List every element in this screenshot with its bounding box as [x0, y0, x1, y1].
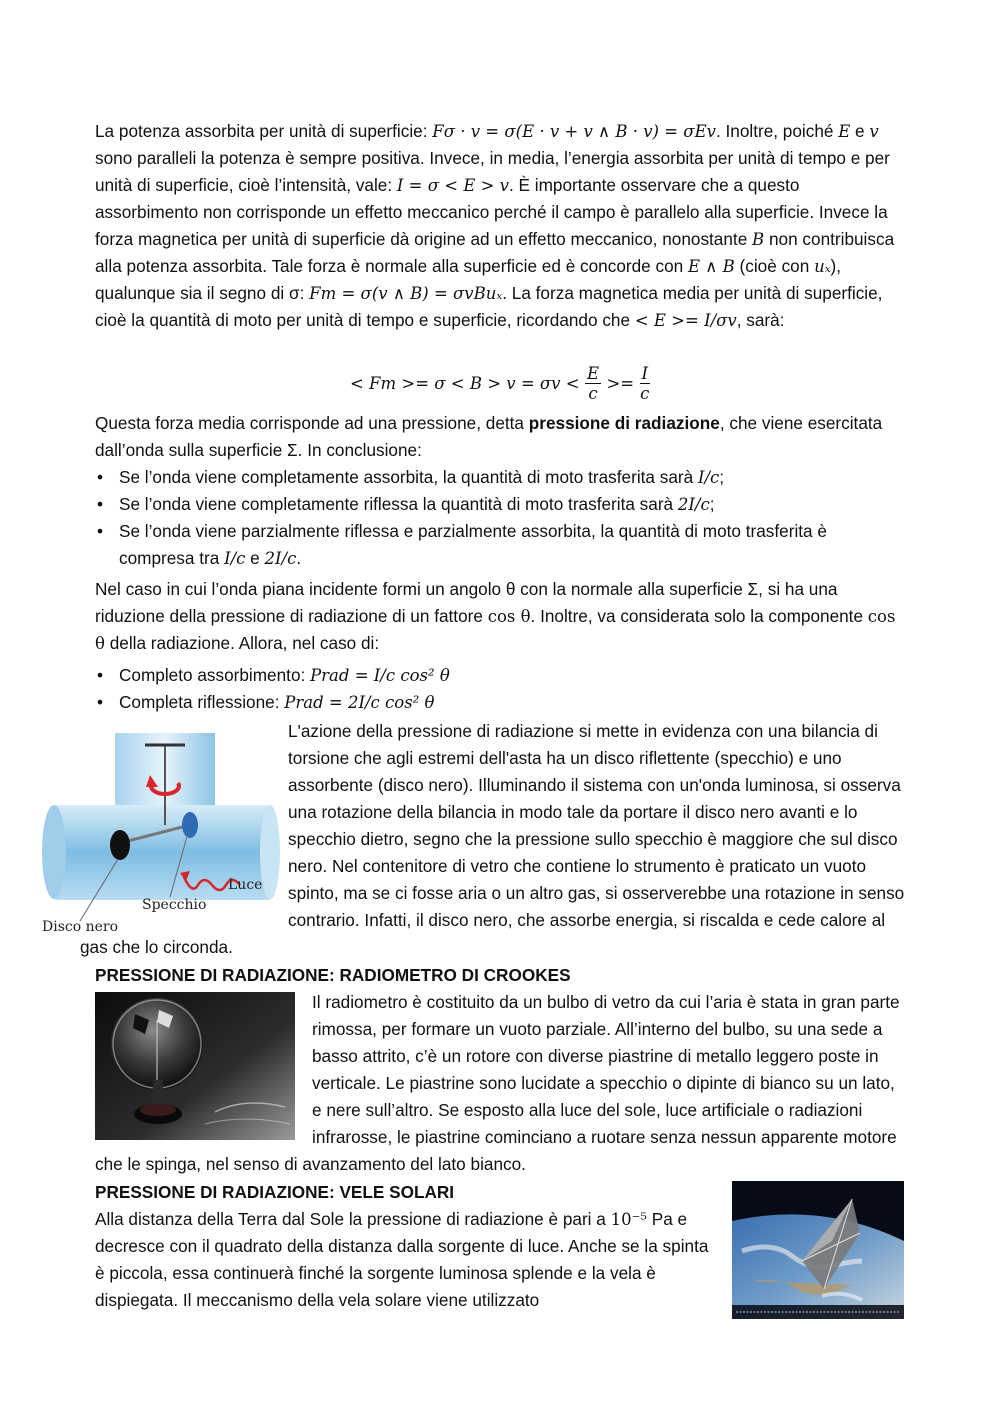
- text: .: [296, 548, 302, 568]
- label-disco-nero: Disco nero: [42, 919, 119, 935]
- paragraph-solar-sails: [95, 1206, 712, 1314]
- bold-term: pressione di radiazione: [528, 413, 720, 433]
- denominator: c: [640, 384, 650, 403]
- text: e: [850, 121, 870, 141]
- text: Il radiometro è costituito da un bulbo di vetro da cui l’aria è stata in gran parte rimossa, per formare un vuoto parziale. All’interno del bulbo, su una sede a basso attrito, c’è un rotore con diverse piastrine di metallo leggero poste in verticale. Le piastrine sono lucidate a specchio o dipinte di bianco su un lato, e nere sull’altro. Se esposto alla luce del sole, luce artificiale o radiazioni infrarosse, le piastrine cominciano a ruotare senza nessun apparente motore che le spinga, nel senso di avanzamento del lato bianco.: [95, 992, 900, 1174]
- math: 2I/c: [677, 495, 710, 514]
- text: Alla distanza della Terra dal Sole la pressione di radiazione è pari a: [95, 1209, 611, 1229]
- text: Questa forza media corrisponde ad una pressione, detta: [95, 413, 529, 433]
- text: sono paralleli la potenza è sempre positiva. Invece, in media, l’energia assorbita per unità di tempo e per unità di superficie, cioè l’intensità, vale:: [95, 148, 890, 195]
- paragraph-torsion-balance: [80, 718, 907, 961]
- numerator: E: [586, 364, 600, 383]
- fraction-e-over-c: [585, 364, 601, 403]
- text: . La forza magnetica media per unità di superficie, cioè la quantità di moto per unità di tempo e superficie, ricordando che: [95, 283, 883, 330]
- heading-solar-sails: PRESSIONE DI RADIAZIONE: VELE SOLARI: [95, 1182, 455, 1202]
- text: Nel caso in cui l’onda piana incidente formi un angolo θ con la normale alla superficie Σ, si ha una riduzione della pressione di radiazione di un fattore: [95, 579, 838, 626]
- text: Se l’onda viene completamente riflessa la quantità di moto trasferita sarà: [119, 494, 678, 514]
- math: Prad = 2I/c cos² θ: [284, 693, 435, 712]
- math-cos: cos θ: [95, 607, 896, 653]
- list-item: [95, 464, 907, 491]
- equation-mean-force: [0, 364, 1000, 403]
- text: Completa riflessione:: [119, 692, 285, 712]
- equation-magnetic-force: Fm = σ(v ∧ B) = σvBuₓ: [309, 284, 503, 303]
- list-item: [95, 518, 907, 572]
- paragraph-crookes: [95, 989, 907, 1178]
- bullet-list-conclusions: [95, 464, 907, 572]
- symbol-v: v: [869, 122, 879, 141]
- equation-mean-e: < E >= I/σv: [634, 311, 737, 330]
- text: della radiazione. Allora, nel caso di:: [104, 633, 380, 653]
- paragraph-power: [95, 118, 907, 334]
- equation-power: Fσ · v = σ(E · v + v ∧ B · v) = σEv: [432, 122, 716, 141]
- text: ;: [709, 494, 715, 514]
- list-item: [95, 491, 907, 518]
- text: . Inoltre, poiché: [715, 121, 839, 141]
- symbol-ux: uₓ: [814, 257, 831, 276]
- math-value: 10⁻⁵: [610, 1210, 647, 1229]
- text: L'azione della pressione di radiazione si mette in evidenza con una bilancia di torsione che agli estremi dell'asta ha un disco riflettente (specchio) e uno assorbente (disco nero). Illuminando il sistema con un'onda luminosa, si osserva una rotazione della bilancia in modo tale da portare il disco nero avanti e lo specchio dietro, segno che la pressione sullo specchio è maggiore che sul disco nero. Nel contenitore di vetro che contiene lo strumento è praticato un vuoto spinto, ma se ci fosse aria o un altro gas, si osserverebbe una rotazione in senso contrario. Infatti, il disco nero, che assorbe energia, si riscalda e cede calore al gas che lo circonda.: [80, 721, 905, 957]
- text: (cioè con: [734, 256, 815, 276]
- symbol-e: E: [838, 122, 851, 141]
- text: . È importante osservare che a questo assorbimento non corrisponde un effetto meccanico perché il campo è parallelo alla superficie. Invece la forza magnetica per unità di superficie dà origine ad un effetto meccanico, nonostante: [95, 175, 888, 249]
- text: ), qualunque sia il segno di σ:: [95, 256, 842, 303]
- label-luce: Luce: [228, 877, 263, 893]
- math-cos: cos θ: [487, 607, 531, 626]
- math: I/c: [697, 468, 720, 487]
- math: 2I/c: [264, 549, 297, 568]
- symbol-e-wedge-b: E ∧ B: [688, 257, 735, 276]
- fraction-i-over-c: [640, 364, 651, 403]
- equation-intensity: I = σ < E > v: [396, 176, 509, 195]
- text: non contribuisca alla potenza assorbita. Tale forza è normale alla superficie ed è concorde con: [95, 229, 895, 276]
- heading-crookes: PRESSIONE DI RADIAZIONE: RADIOMETRO DI CROOKES: [95, 965, 571, 985]
- text: Pa e decresce con il quadrato della distanza dalla sorgente di luce. Anche se la spinta è piccola, essa continuerà finché la sorgente luminosa splende e la vela è dispiegata. Il meccanismo della vela solare viene utilizzato: [95, 1209, 709, 1310]
- paragraph-angle: [95, 576, 907, 657]
- solar-sail-photo: [732, 1181, 904, 1319]
- equation-left: < Fm >= σ < B > v = σv <: [349, 374, 580, 393]
- list-item: [95, 662, 907, 689]
- symbol-b: B: [752, 230, 765, 249]
- numerator: I: [641, 364, 649, 383]
- list-item: [95, 689, 907, 716]
- math: Prad = I/c cos² θ: [310, 666, 450, 685]
- paragraph-radiation-pressure: [95, 410, 907, 464]
- math: I/c: [224, 549, 246, 568]
- bullet-list-cases: [95, 662, 907, 716]
- text: , sarà:: [736, 310, 785, 330]
- denominator: c: [588, 384, 598, 403]
- text: La potenza assorbita per unità di superficie:: [95, 121, 433, 141]
- label-specchio: Specchio: [142, 897, 207, 913]
- text: , che viene esercitata dall’onda sulla superficie Σ. In conclusione:: [95, 413, 883, 460]
- text: Completo assorbimento:: [119, 665, 311, 685]
- text: Se l’onda viene parzialmente riflessa e parzialmente assorbita, la quantità di moto trasferita è compresa tra: [119, 521, 827, 568]
- text: . Inoltre, va considerata solo la componente: [530, 606, 868, 626]
- text: Se l’onda viene completamente assorbita, la quantità di moto trasferita sarà: [119, 467, 698, 487]
- equation-mid: >=: [606, 374, 635, 393]
- photo-solar-sail: [732, 1181, 904, 1319]
- text: e: [245, 548, 265, 568]
- text: ;: [719, 467, 725, 487]
